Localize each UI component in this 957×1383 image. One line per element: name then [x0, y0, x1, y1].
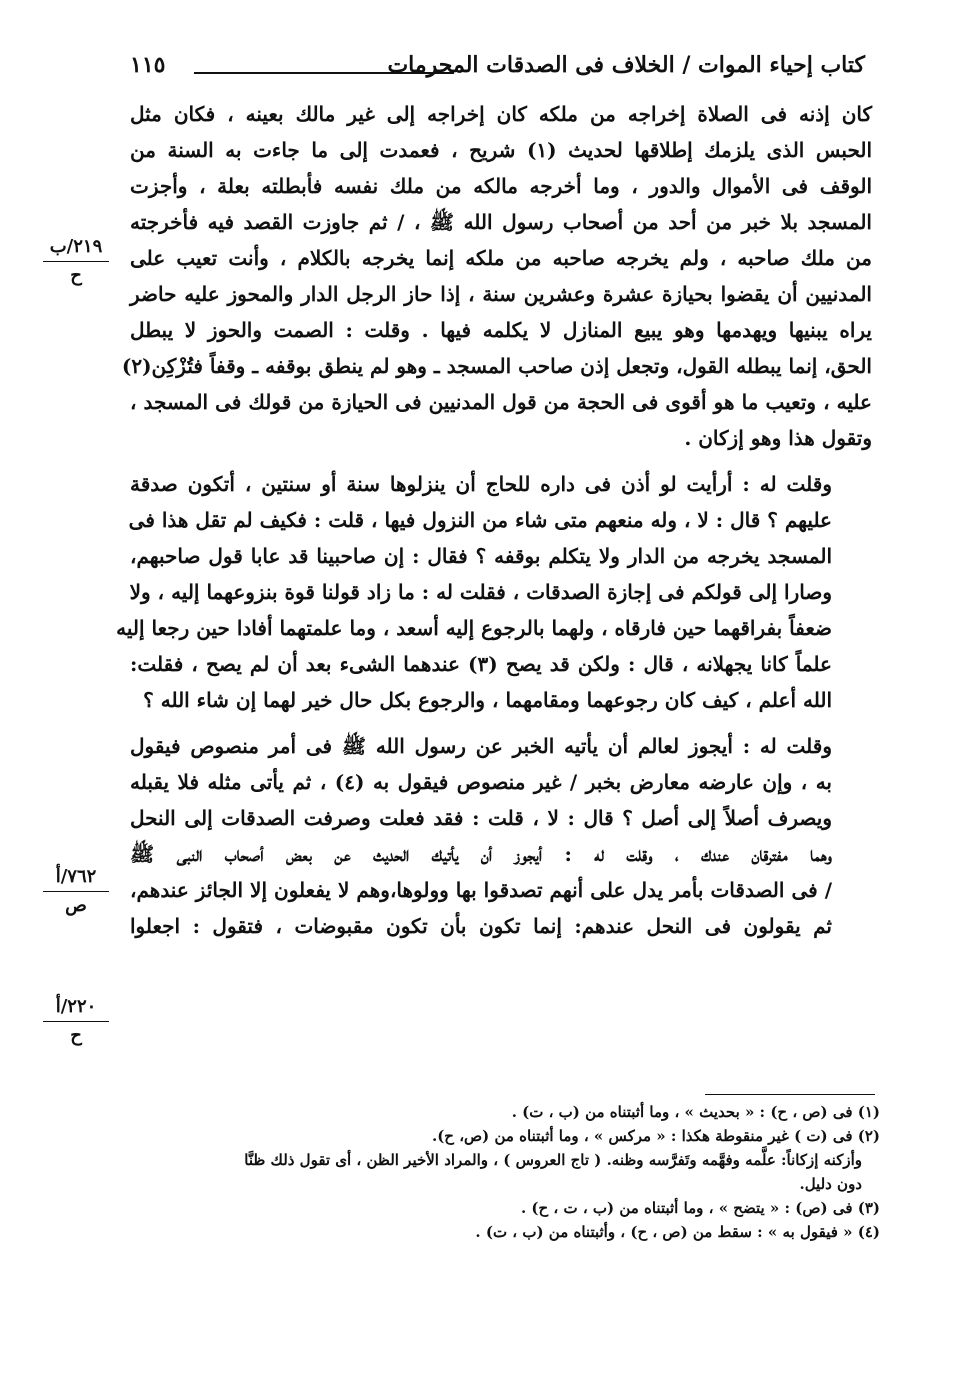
main-text	[116, 96, 872, 944]
paragraph-1	[121, 96, 872, 456]
text-line: ثم يقولون فى النحل عندهم: إنما تكون بأن تكون مقبوضات ، فتقول : اجعلوا	[130, 914, 832, 938]
footnotes	[140, 1100, 880, 1244]
margin-folio-ref	[36, 996, 116, 1047]
manuscript-siglum: ص	[65, 895, 87, 916]
text-line: ضعفاً بفراقهما حين فارقاه ، ولهما بالرجوع إليه أسعد ، وما علمتهما أفادا حين رجعا إليه	[116, 616, 832, 640]
running-header	[130, 48, 865, 92]
text-line: المدنيين أن يقضوا بحيازة عشرة وعشرين سنة ، إذا حاز الرجل الدار والمحوز عليه حاضر	[130, 282, 872, 306]
footnote-2: (٢) فى (ت ) غير منقوطة هكذا : « مركس » ، وما أثبتناه من (ص، ح).	[431, 1127, 880, 1145]
text-line: عليهم ؟ قال : لا ، وله منعهم متى شاء من النزول فيها ، قلت : فكيف لم تقل هذا فى	[128, 508, 832, 532]
text-line: وصارا إلى قولكم فى إجازة الصدقات ، فقلت له : ما زاد قولنا قوة بنزوعهما إليه ، ولا	[129, 580, 832, 604]
folio-rule	[43, 1021, 109, 1022]
text-line: علماً كانا يجهلانه ، قال : ولكن قد يصح (٣) عندهما الشىء بعد أن لم يصح ، فقلت:	[130, 652, 832, 676]
footnote-3: (٣) فى (ص) : « يتضح » ، وما أثبتناه من (ب ، ت ، ح) .	[520, 1199, 880, 1217]
page-number: ١١٥	[130, 52, 166, 78]
text-line: المسجد يخرجه من الدار ولا يتكلم بوقفه ؟ فقال : إن صاحبينا قد عابا قول صاحبهم،	[130, 544, 832, 568]
text-line: الله أعلم ، كيف كان رجوعهما ومقامهما ، والرجوع بكل حال خير لهما إن شاء الله ؟	[143, 688, 832, 712]
manuscript-siglum: ح	[70, 1025, 82, 1046]
text-line: وقلت له : أرأيت لو أذن فى داره للحاج أن ينزلوها سنة أو سنتين ، أتكون صدقة	[130, 472, 832, 496]
text-line: به ، وإن عارضه معارض بخبر / غير منصوص فيقول به (٤) ، ثم يأتى مثله فلا يقبله	[130, 770, 833, 794]
text-line: وقلت له : أيجوز لعالم أن يأتيه الخبر عن رسول الله ﷺ فى أمر منصوص فيقول	[130, 734, 832, 758]
text-line: من ملك صاحبه ، ولم يخرجه صاحبه من ملكه إنما يخرجه بالكلام ، وأنت تعيب على	[130, 246, 872, 270]
footnote-2-continuation: وأزكنه إزكاناً: علَّمه وفهَّمه وتَفرَّسه وظنه. ( تاج العروس ) ، والمراد الأخير الظن ، أى تقول ذلك ظنَّا	[244, 1151, 862, 1169]
text-line: الحبس الذى يلزمك إطلاقها لحديث (١) شريح ، فعمدت إلى ما جاءت به السنة من	[130, 138, 872, 162]
folio-rule	[43, 261, 109, 262]
folio-number: ٢٢٠/أ	[55, 996, 97, 1017]
footnote-1: (١) فى (ص ، ح) : « بحديث » ، وما أثبتناه من (ب ، ت) .	[511, 1103, 880, 1121]
folio-number: ٧٦٢/أ	[55, 866, 97, 887]
text-line: / فى الصدقات بأمر يدل على أنهم تصدقوا بها وولوها،وهم لا يفعلون إلا الجائز عندهم،	[130, 878, 832, 902]
folio-number: ٢١٩/ب	[49, 236, 103, 257]
folio-rule	[43, 891, 109, 892]
margin-folio-ref	[36, 236, 116, 287]
footnote-2-continuation: دون دليل.	[799, 1175, 862, 1193]
paragraph-2	[116, 466, 872, 718]
paragraph-3	[130, 728, 872, 944]
margin-folio-ref	[36, 866, 116, 917]
text-line: المسجد بلا خبر من أحد من أصحاب رسول الله ﷺ ، / ثم جاوزت القصد فيه فأخرجته	[130, 210, 872, 234]
text-line: وهما مفترقان عندك ، وقلت له : أيجوز أن يأتيك الحديث عن بعض أصحاب النبى ﷺ	[130, 842, 832, 866]
footnote-4: (٤) « فيقول به » : سقط من (ص ، ح) ، وأثبتناه من (ب ، ت) .	[475, 1223, 880, 1241]
header-rule	[194, 72, 454, 74]
text-line: ويصرف أصلاً إلى أصل ؟ قال : لا ، قلت : فقد فعلت وصرفت الصدقات إلى النحل	[130, 806, 832, 830]
text-line: عليه ، وتعيب ما هو أقوى فى الحجة من قول المدنيين فى الحيازة من قولك فى المسجد ،	[130, 390, 872, 414]
manuscript-siglum: ح	[70, 265, 82, 286]
text-line: الحق، إنما يبطله القول، وتجعل إذن صاحب المسجد ـ وهو لم ينطق بوقفه ـ وقفاً فتُزْكِن(٢)	[121, 354, 872, 378]
text-line: كان إذنه فى الصلاة إخراجه من ملكه كان إخراجه إلى غير مالك بعينه ، فكان مثل	[130, 102, 872, 126]
text-line: الوقف فى الأموال والدور ، وما أخرجه مالكه من ملك نفسه فأبطلته بعلة ، وأجزت	[130, 174, 872, 198]
footnote-separator	[705, 1094, 875, 1095]
text-line: وتقول هذا وهو إزكان .	[684, 426, 872, 450]
text-line: يراه يبنيها ويهدمها وهو يبيع المنازل لا يكلمه فيها . وقلت : الصمت والحوز لا يبطل	[130, 318, 872, 342]
header-title: كتاب إحياء الموات / الخلاف فى الصدقات المحرمات	[387, 52, 865, 78]
